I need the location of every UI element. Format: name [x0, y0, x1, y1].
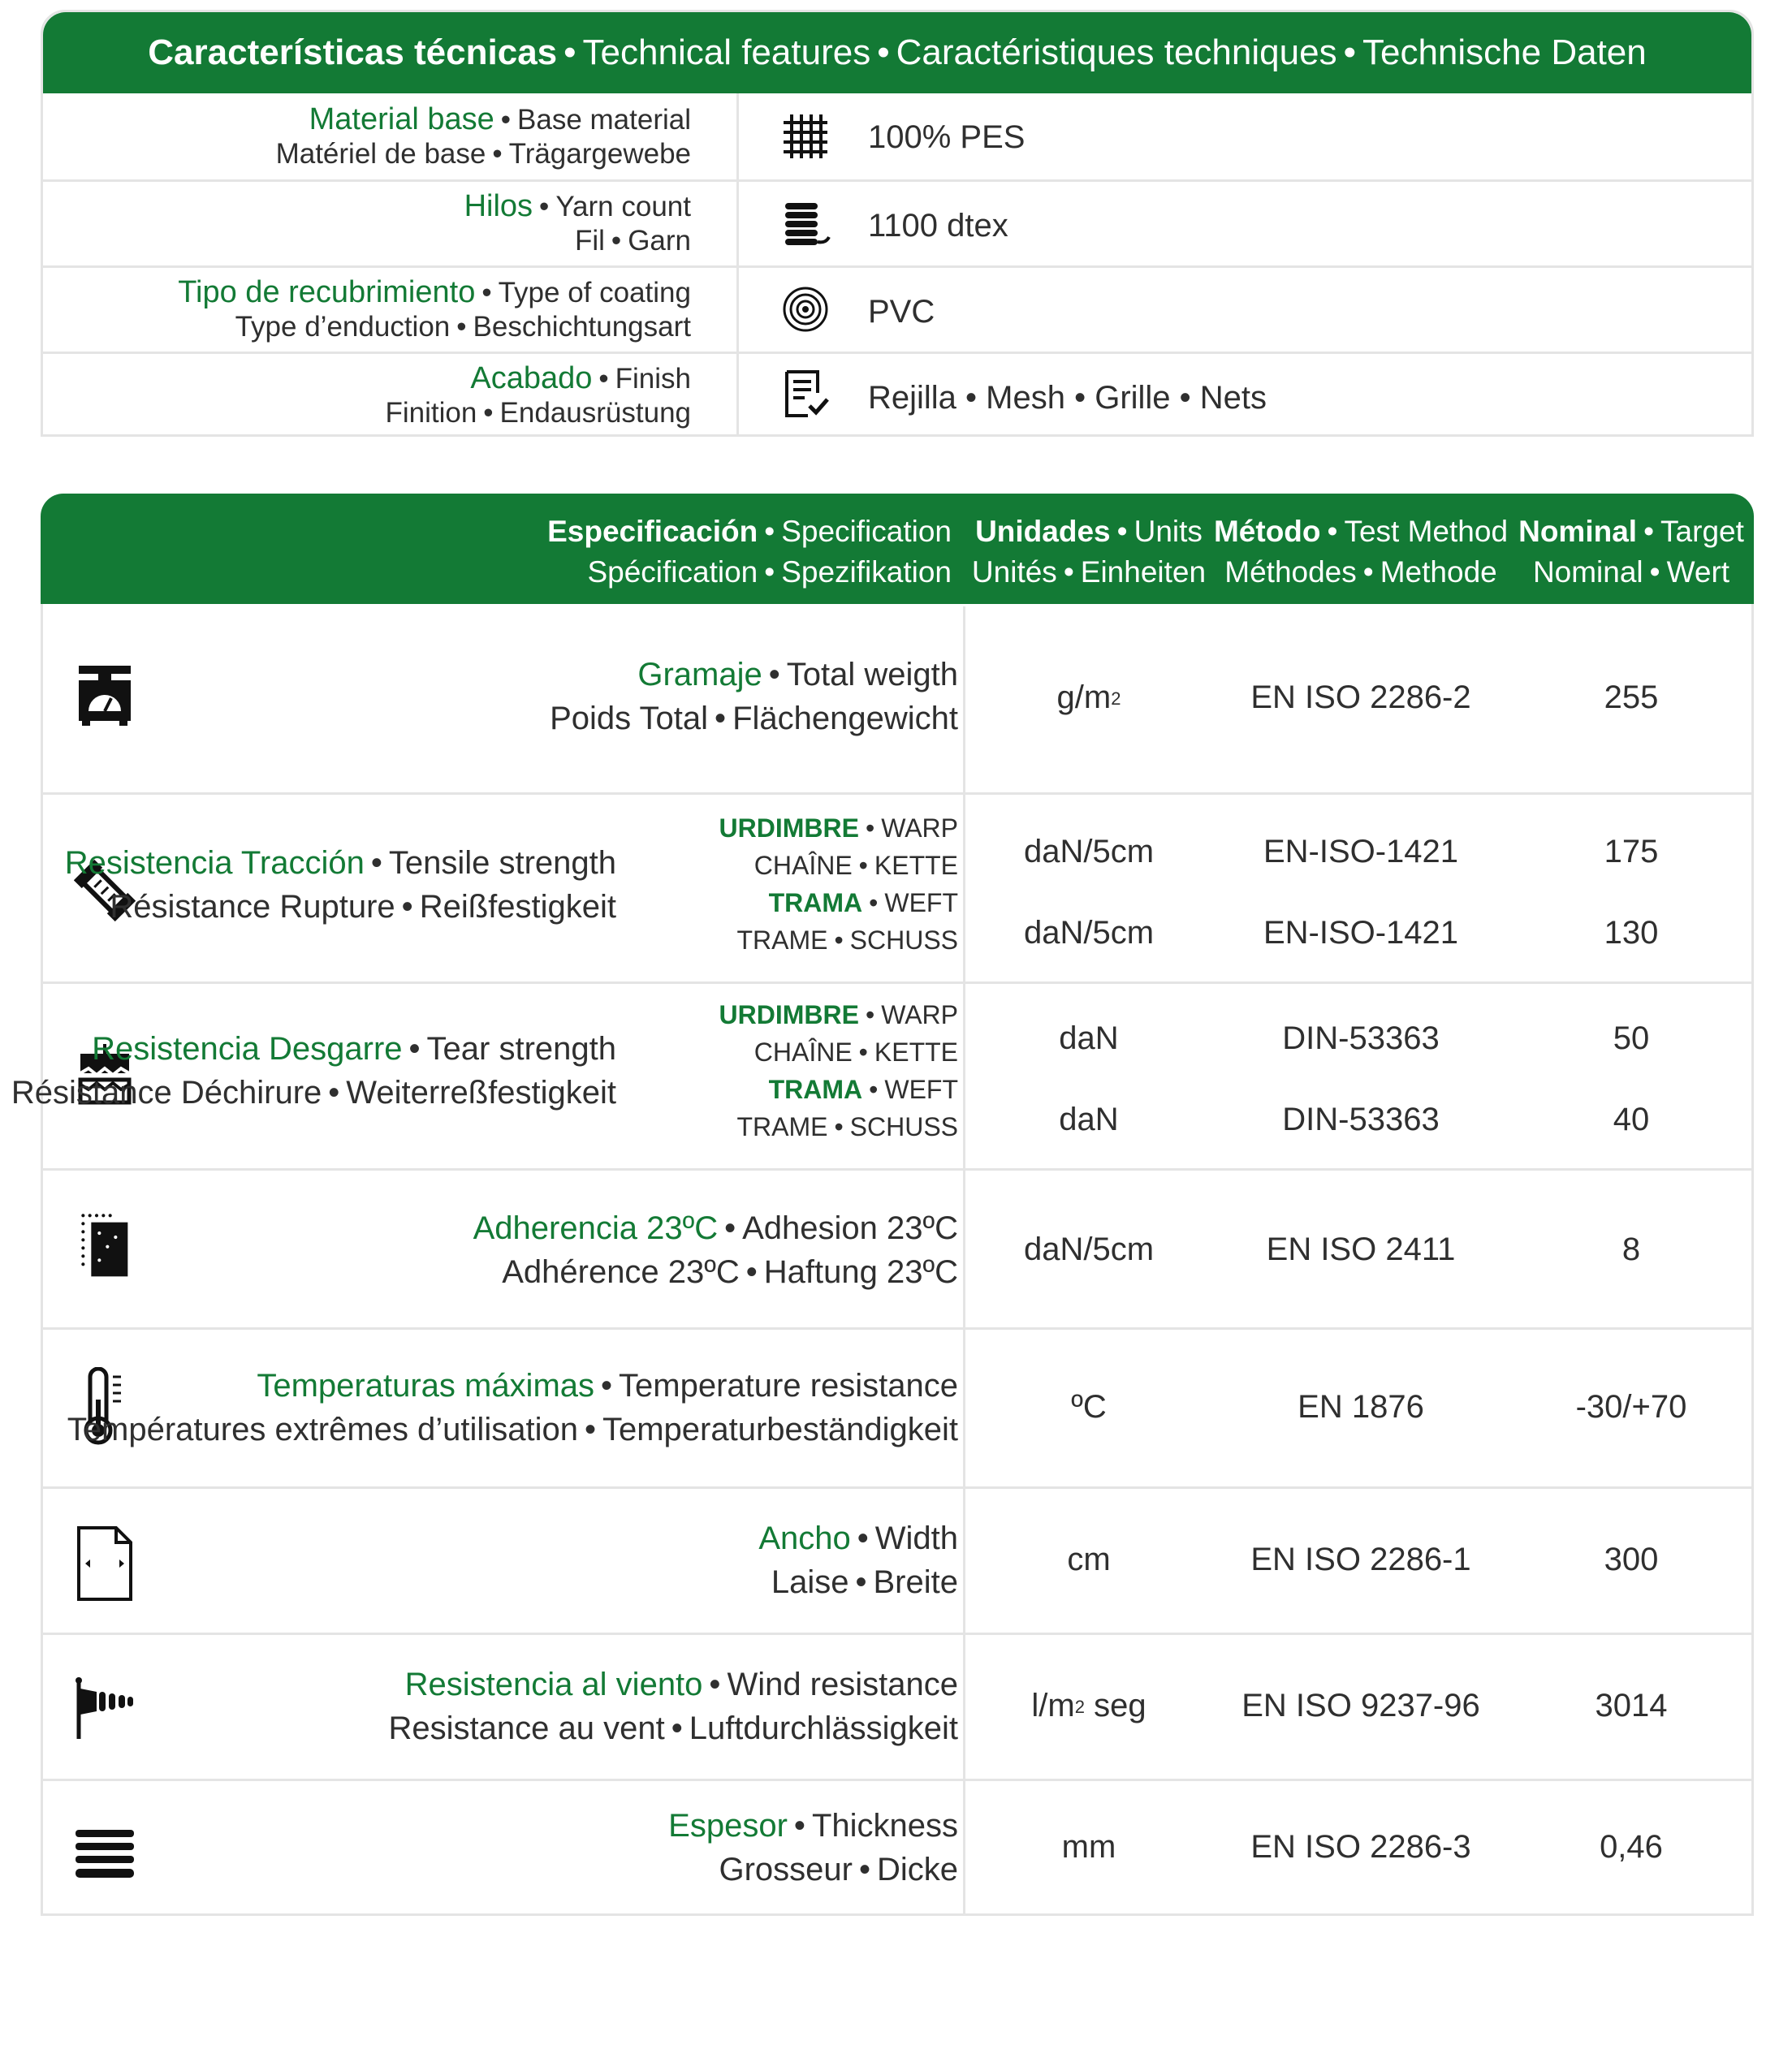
method-cell: EN ISO 2286-1 [1250, 1542, 1471, 1577]
nominal-cell: 300 [1604, 1542, 1659, 1577]
feature-value: 1100 dtex [868, 208, 1008, 244]
unit-cell: daN/5cm [1023, 915, 1155, 951]
method-cell: DIN-53363 [1282, 1102, 1440, 1137]
coating-rings-icon [780, 284, 831, 334]
title-fr: Caractéristiques techniques [896, 32, 1337, 72]
nominal-cell: 3014 [1595, 1688, 1668, 1723]
scale-weight-icon [74, 662, 136, 727]
method-cell: EN ISO 9237-96 [1241, 1688, 1480, 1723]
method-cell: EN 1876 [1298, 1389, 1424, 1425]
unit-cell: $l/m^2$ seg [1031, 1688, 1146, 1723]
spec-label: Resistencia Tracción • Tensile strength Résistance Rupture • Reißfestigkeit [64, 845, 616, 925]
spec-row-weight [43, 604, 1751, 792]
feature-label: Acabado • Finish Finition • Endausrüstung [43, 354, 739, 437]
nominal-cell: 8 [1621, 1232, 1641, 1267]
spec-label: Espesor • Thickness Grosseur • Dicke [668, 1808, 958, 1887]
technical-features-header: Características técnicas • Technical features • Caractéristiques techniques • Technische Daten [43, 12, 1751, 93]
method-cell: EN-ISO-1421 [1263, 915, 1459, 951]
specifications-table [11, 494, 1754, 1916]
windsock-icon [74, 1677, 136, 1742]
feature-value: Rejilla • Mesh • Grille • Nets [868, 380, 1267, 416]
unit-cell: daN/5cm [1023, 1232, 1155, 1267]
spec-row-tear [11, 981, 1751, 1168]
spec-row-temperature [43, 1327, 1751, 1486]
method-cell: DIN-53363 [1282, 1020, 1440, 1056]
nominal-cell: 0,46 [1600, 1829, 1663, 1865]
finish-document-icon [780, 369, 831, 419]
nominal-cell: 40 [1613, 1102, 1650, 1137]
spec-label: Resistencia al viento • Wind resistance Resistance au vent • Luftdurchlässigkeit [388, 1667, 958, 1746]
warp-weft-labels: URDIMBRE • WARP CHAÎNE • KETTE TRAMA • WEFT TRAME • SCHUSS [719, 813, 958, 955]
warp-weft-labels: URDIMBRE • WARP CHAÎNE • KETTE TRAMA • WEFT TRAME • SCHUSS [719, 1000, 958, 1141]
spec-row-adhesion [43, 1168, 1751, 1327]
mesh-grid-icon [780, 111, 831, 162]
spec-row-wind [43, 1633, 1751, 1779]
thickness-layers-icon [74, 1825, 136, 1890]
unit-cell: daN/5cm [1023, 834, 1155, 869]
spec-label: Gramaje • Total weigth Poids Total • Flächengewicht [550, 657, 958, 736]
method-cell: EN-ISO-1421 [1263, 834, 1459, 869]
feature-value: 100% PES [868, 119, 1026, 155]
unit-cell: daN [1059, 1102, 1119, 1137]
spec-label: Ancho • Width Laise • Breite [758, 1521, 958, 1600]
spec-label: Adherencia 23ºC • Adhesion 23ºC Adhérence 23ºC • Haftung 23ºC [473, 1210, 958, 1290]
nominal-cell: 175 [1604, 834, 1659, 869]
feature-row-finish [43, 352, 1751, 437]
title-de: Technische Daten [1362, 32, 1647, 72]
method-cell: EN ISO 2411 [1266, 1232, 1456, 1267]
feature-label: Hilos • Yarn count Fil • Garn [43, 182, 739, 265]
nominal-cell: 255 [1604, 679, 1659, 715]
method-cell: EN ISO 2286-3 [1250, 1829, 1471, 1865]
title-es: Características técnicas [148, 32, 558, 72]
unit-cell: mm [1061, 1829, 1116, 1865]
header-specification: Especificación • Specification Spécification • Spezifikation [547, 515, 952, 589]
spec-row-thickness [43, 1779, 1751, 1916]
unit-cell: $g/m^2$ [1056, 679, 1121, 715]
header-method: Método • Test Method Méthodes • Methode [1213, 515, 1509, 589]
feature-value: PVC [868, 294, 935, 330]
feature-row-base-material [43, 93, 1751, 179]
feature-label: Material base • Base material Matériel de base • Trägargewebe [43, 93, 739, 179]
feature-row-yarn-count [43, 179, 1751, 265]
technical-features-table [41, 10, 1754, 437]
header-units: Unidades • Units Unités • Einheiten [971, 515, 1207, 589]
nominal-cell: -30/+70 [1575, 1389, 1687, 1425]
feature-row-coating [43, 265, 1751, 352]
nominal-cell: 130 [1604, 915, 1659, 951]
yarn-spool-icon [780, 198, 831, 248]
unit-cell: ºC [1071, 1389, 1107, 1425]
unit-cell: daN [1059, 1020, 1119, 1056]
feature-label: Tipo de recubrimiento • Type of coating Type d’enduction • Beschichtungsart [43, 268, 739, 352]
header-nominal: Nominal • Target Nominal • Wert [1518, 515, 1744, 589]
unit-cell: cm [1067, 1542, 1111, 1577]
spec-row-tensile [43, 792, 1751, 981]
title-en: Technical features [582, 32, 871, 72]
width-sheet-icon [74, 1525, 136, 1603]
nominal-cell: 50 [1613, 1020, 1650, 1056]
adhesion-layer-icon [74, 1213, 136, 1278]
spec-row-width [43, 1486, 1751, 1633]
method-cell: EN ISO 2286-2 [1250, 679, 1471, 715]
spec-label: Resistencia Desgarre • Tear strength Résistance Déchirure • Weiterreßfestigkeit [11, 1031, 616, 1111]
spec-label: Temperaturas máximas • Temperature resistance Températures extrêmes d’utilisation • Temperaturbeständigkeit [67, 1368, 958, 1447]
specifications-header [41, 494, 1754, 604]
